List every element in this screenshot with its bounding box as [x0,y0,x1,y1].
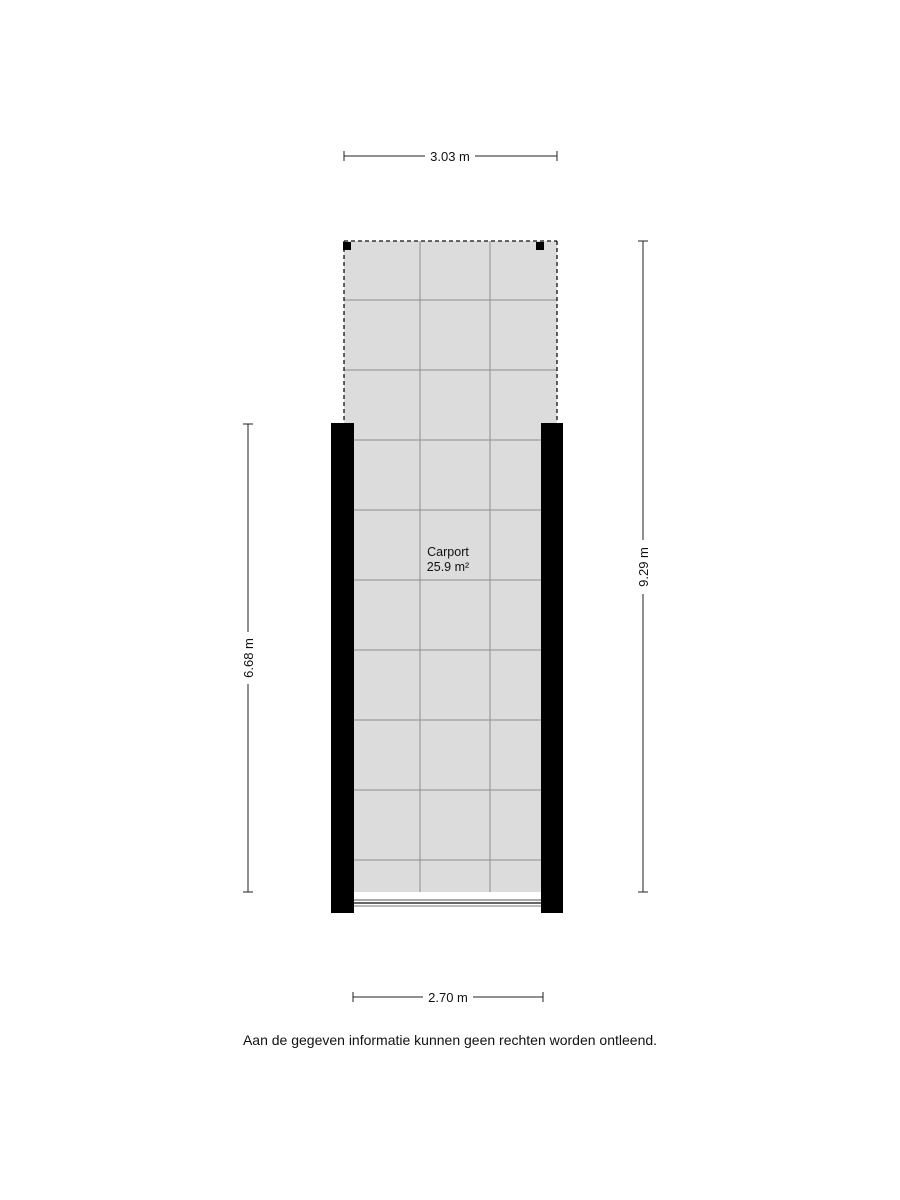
dimension-bottom-label: 2.70 m [428,990,468,1005]
post-right [536,242,544,250]
room-name: Carport [427,545,469,559]
gate-threshold [354,892,541,912]
wall-left [331,423,354,913]
wall-right [541,423,563,913]
dimension-top-label: 3.03 m [430,149,470,164]
dimension-right-label: 9.29 m [636,547,651,587]
post-left [343,242,351,250]
room-area: 25.9 m² [426,560,470,574]
dimension-left-label: 6.68 m [241,638,256,678]
disclaimer-text: Aan de gegeven informatie kunnen geen rechten worden ontleend. [242,1032,658,1048]
